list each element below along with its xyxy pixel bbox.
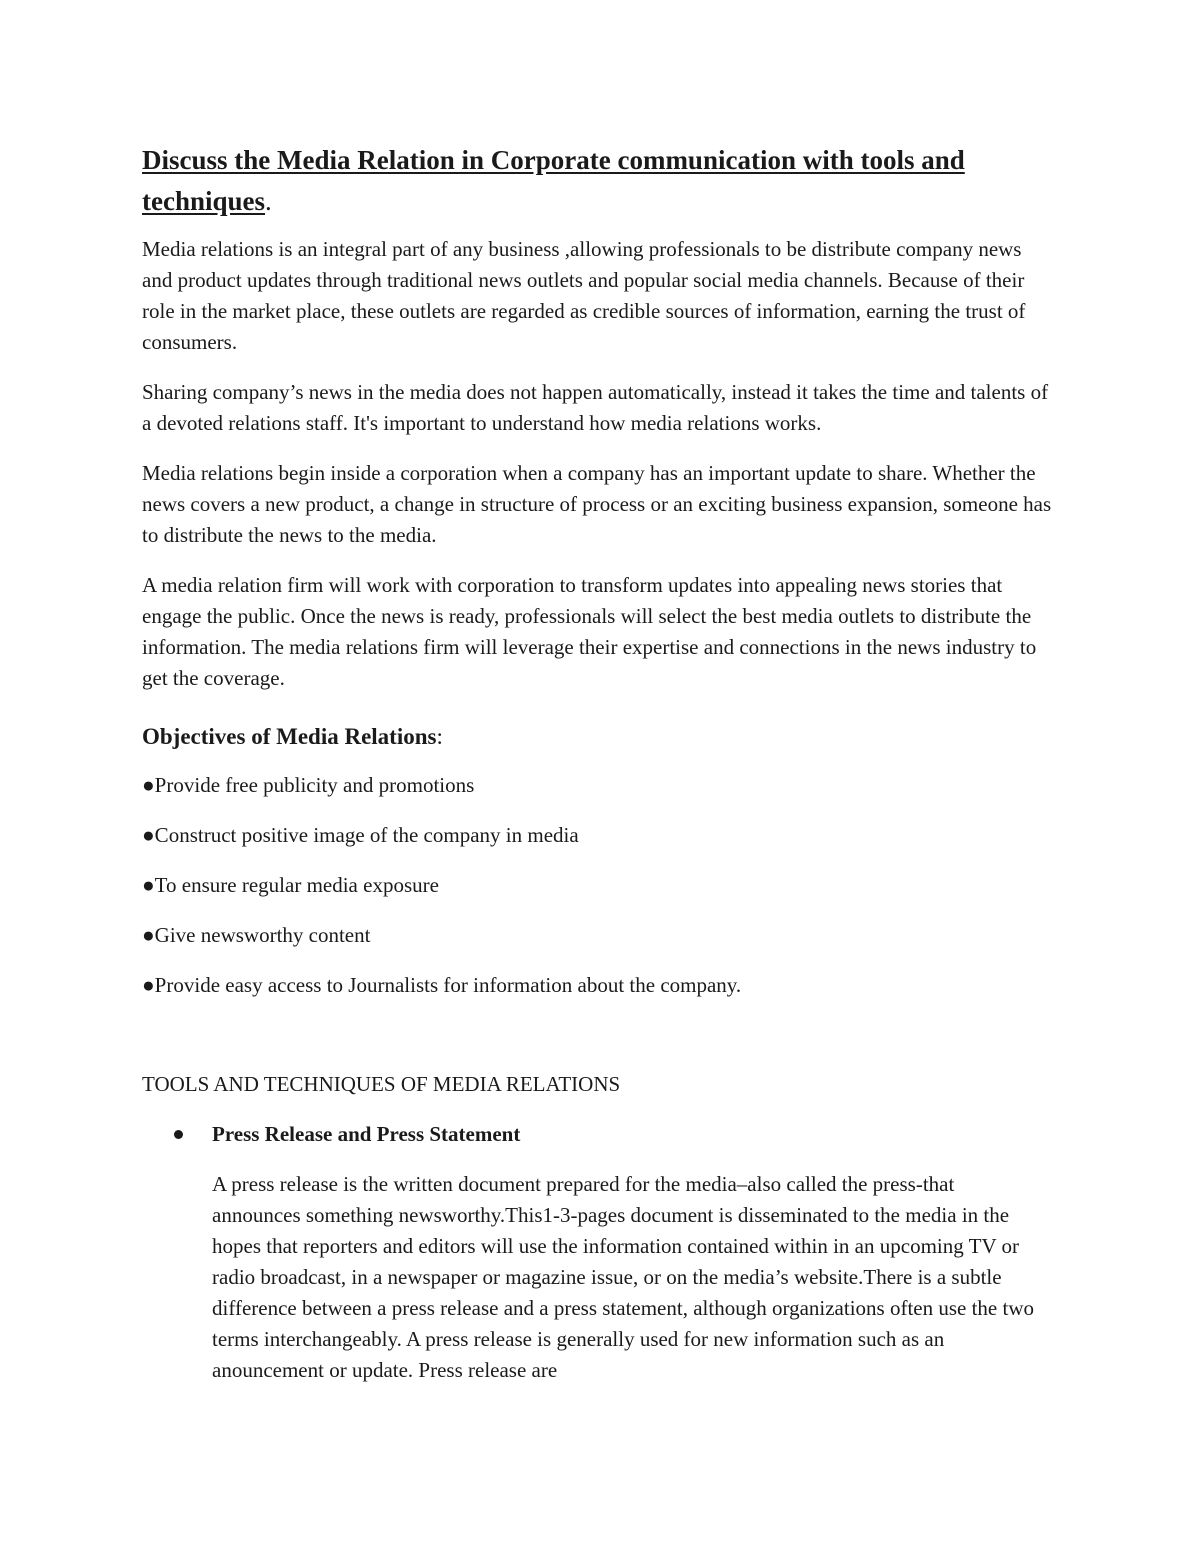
page-title bbox=[142, 140, 1062, 222]
tools-list bbox=[142, 1119, 1062, 1386]
objectives-heading bbox=[142, 722, 1062, 752]
firm-paragraph: A media relation firm will work with corporation to transform updates into appealing news stories that engage the public. Once the news is ready, professionals will select the best media outlets to distribute the information. The media relations firm will leverage their expertise and connections in the news industry to get the coverage. bbox=[142, 573, 1037, 690]
objectives-heading-text: Objectives of Media Relations bbox=[142, 724, 437, 749]
tools-heading: TOOLS AND TECHNIQUES OF MEDIA RELATIONS bbox=[142, 1072, 621, 1096]
bullet-icon bbox=[174, 1130, 183, 1139]
tool-title: Press Release and Press Statement bbox=[212, 1122, 521, 1146]
intro-paragraph: Media relations is an integral part of any business ,allowing professionals to be distribute company news and product updates through traditional news outlets and popular social media channels. Because of their role in the market place, these outlets are regarded as credible sources of information, earning the trust of consumers. bbox=[142, 237, 1026, 354]
objective-item: ●Give newsworthy content bbox=[142, 923, 371, 947]
document-page bbox=[142, 140, 1062, 1386]
objective-item: ●Provide free publicity and promotions bbox=[142, 773, 475, 797]
objective-item: ●Provide easy access to Journalists for information about the company. bbox=[142, 973, 742, 997]
objective-item: ●To ensure regular media exposure bbox=[142, 873, 439, 897]
page-title-text: Discuss the Media Relation in Corporate communication with tools and techniques bbox=[142, 145, 965, 216]
tool-description: A press release is the written document prepared for the media–also called the press-that announces something newsworthy.This1-3-pages document is disseminated to the media in the hopes that reporters and editors will use the information contained within in an upcoming TV or radio broadcast, in a newspaper or magazine issue, or on the media’s website.There is a subtle difference between a press release and a press statement, although organizations often use the two terms interchangeably. A press release is generally used for new information such as an anouncement or update. Press release are bbox=[212, 1172, 1035, 1382]
page-title-period: . bbox=[265, 186, 272, 216]
objectives-heading-colon: : bbox=[436, 724, 443, 749]
objectives-list bbox=[142, 770, 1062, 1001]
tool-item-press-release bbox=[142, 1119, 1062, 1386]
begin-paragraph: Media relations begin inside a corporation when a company has an important update to share. Whether the news covers a new product, a change in structure of process or an exciting business expansion, someone has to distribute the news to the media. bbox=[142, 461, 1052, 547]
sharing-paragraph: Sharing company’s news in the media does not happen automatically, instead it takes the time and talents of a devoted relations staff. It's important to understand how media relations works. bbox=[142, 380, 1049, 435]
objective-item: ●Construct positive image of the company in media bbox=[142, 823, 579, 847]
